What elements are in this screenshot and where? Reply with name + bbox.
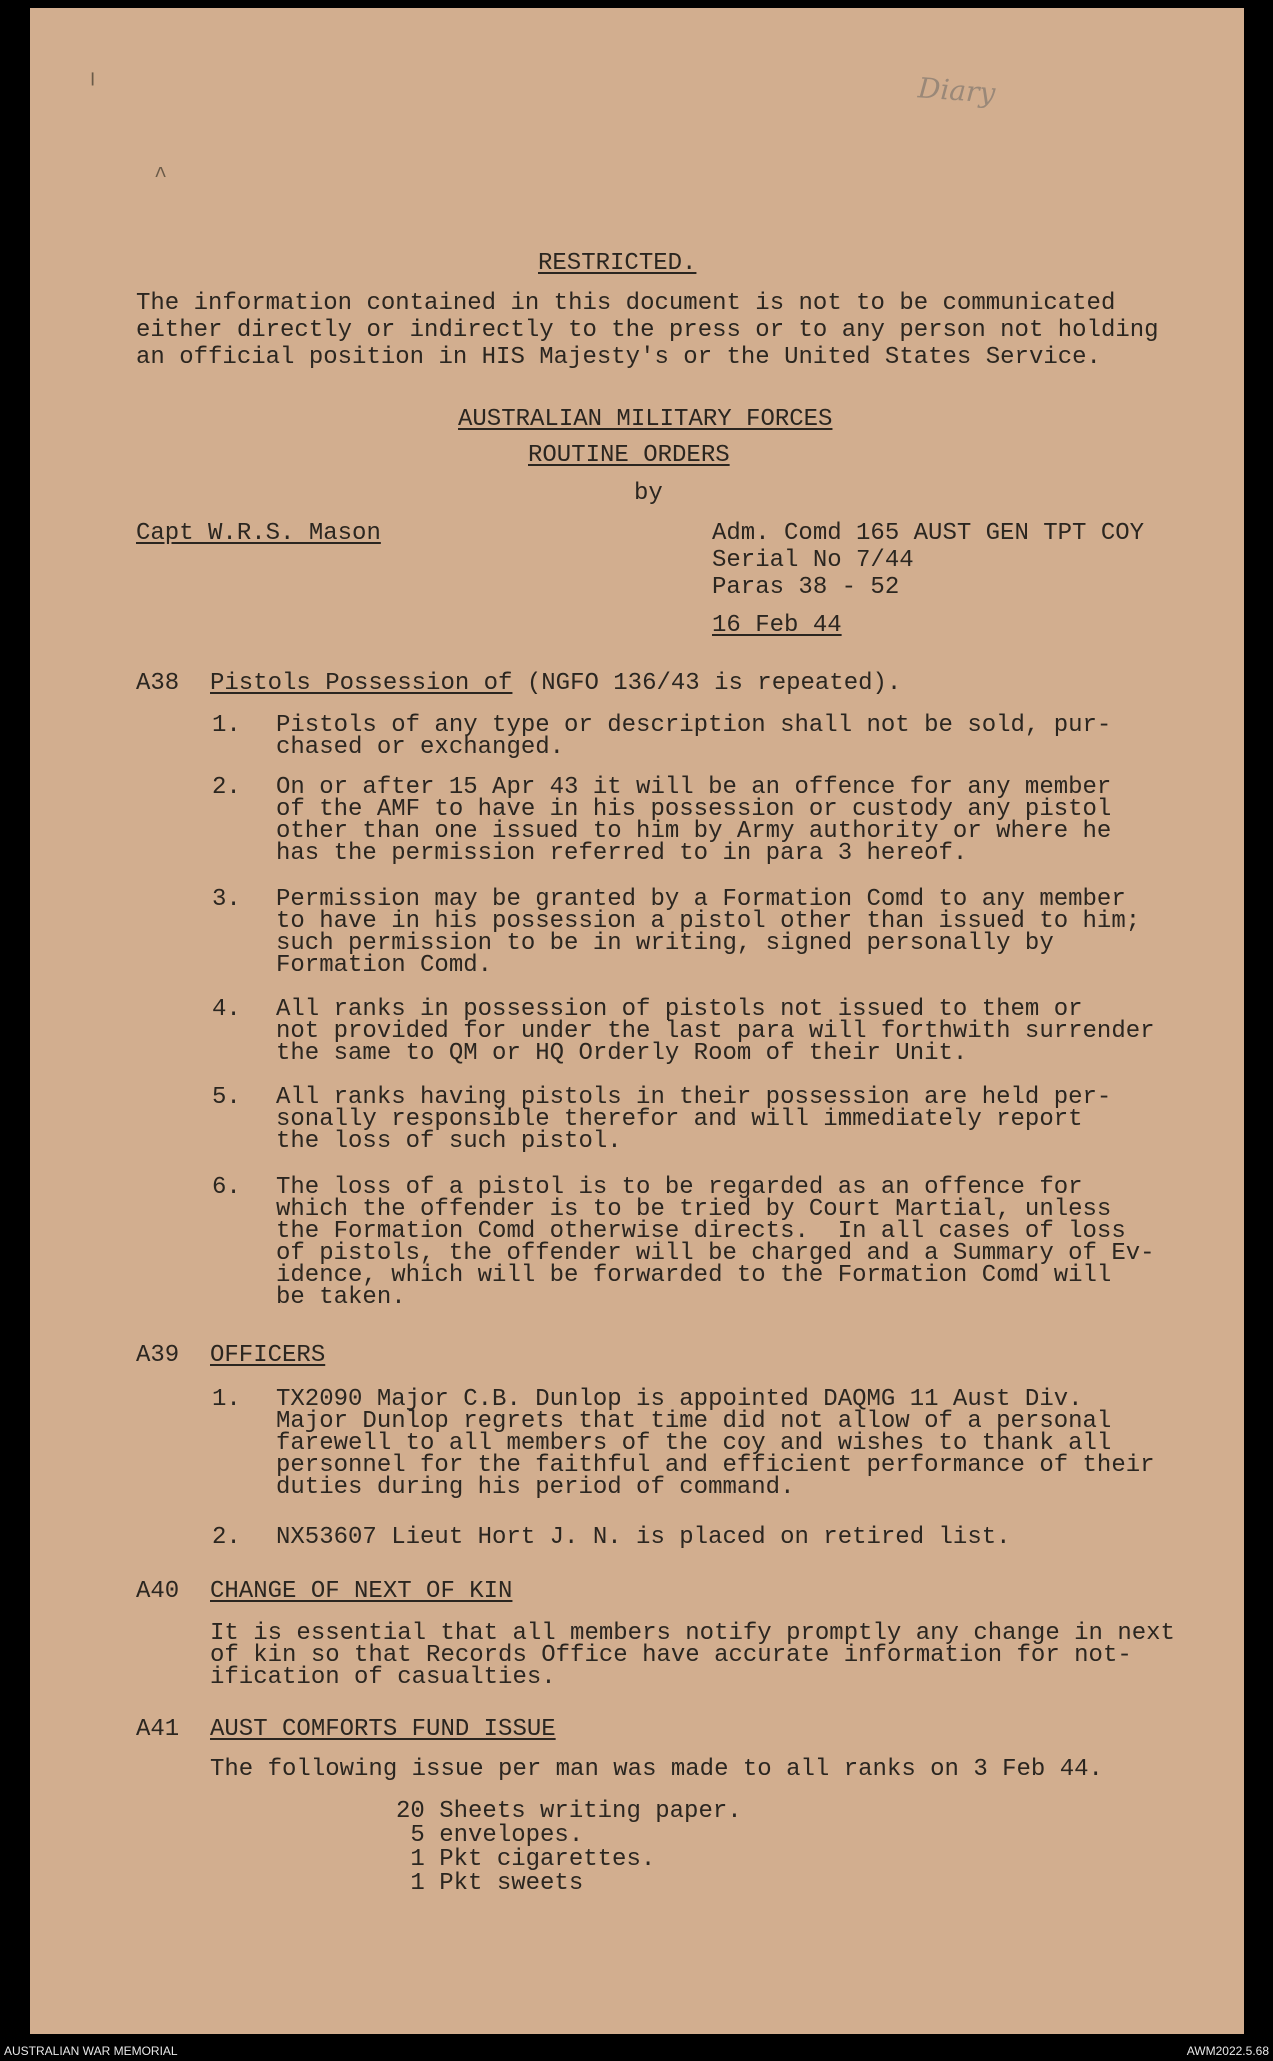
item-line: such permission to be in writing, signed personally by: [276, 930, 1054, 957]
item-number: 4.: [212, 996, 241, 1023]
item-line: the loss of such pistol.: [276, 1128, 622, 1155]
punch-mark: ^: [154, 164, 168, 189]
item-line: On or after 15 Apr 43 it will be an offence for any member: [276, 774, 1112, 801]
document-subtitle: ROUTINE ORDERS: [528, 442, 730, 469]
item-line: other than one issued to him by Army authority or where he: [276, 818, 1112, 845]
item-line: to have in his possession a pistol other than issued to him;: [276, 908, 1141, 935]
item-line: TX2090 Major C.B. Dunlop is appointed DAQMG 11 Aust Div.: [276, 1386, 1083, 1413]
item-line: NX53607 Lieut Hort J. N. is placed on retired list.: [276, 1524, 1011, 1551]
issue-item: 1 Pkt cigarettes.: [396, 1846, 656, 1873]
para-line: ification of casualties.: [210, 1664, 556, 1691]
item-number: 5.: [212, 1084, 241, 1111]
item-number: 2.: [212, 1524, 241, 1551]
para-heading-a39: OFFICERS: [210, 1342, 326, 1369]
item-line: of the AMF to have in his possession or custody any pistol: [276, 796, 1112, 823]
item-line: All ranks having pistols in their possession are held per-: [276, 1084, 1112, 1111]
item-line: be taken.: [276, 1284, 406, 1311]
item-line: personnel for the faithful and efficient performance of their: [276, 1452, 1155, 1479]
para-heading-a40: CHANGE OF NEXT OF KIN: [210, 1578, 513, 1605]
item-line: The loss of a pistol is to be regarded as an offence for: [276, 1174, 1083, 1201]
item-line: All ranks in possession of pistols not issued to them or: [276, 996, 1083, 1023]
issue-item: 20 Sheets writing paper.: [396, 1798, 742, 1825]
issue-intro: The following issue per man was made to all ranks on 3 Feb 44.: [210, 1756, 1103, 1783]
serial-line: Serial No 7/44: [712, 547, 914, 574]
item-line: sonally responsible therefor and will immediately report: [276, 1106, 1083, 1133]
item-line: Major Dunlop regrets that time did not allow of a personal: [276, 1408, 1112, 1435]
item-line: the same to QM or HQ Orderly Room of their Unit.: [276, 1040, 968, 1067]
handwritten-diary-note: Diary: [916, 71, 997, 110]
item-line: of pistols, the offender will be charged and a Summary of Ev-: [276, 1240, 1155, 1267]
document-page: [30, 8, 1244, 2034]
classification-heading: RESTRICTED.: [538, 250, 697, 277]
notice-line-3: an official position in HIS Majesty's or the United States Service.: [136, 344, 1101, 371]
document-title: AUSTRALIAN MILITARY FORCES: [458, 406, 833, 433]
item-line: farewell to all members of the coy and wishes to thank all: [276, 1430, 1112, 1457]
para-number-a39: A39: [136, 1342, 180, 1369]
item-line: chased or exchanged.: [276, 734, 565, 761]
footer-accession-number: AWM2022.5.68: [1186, 2044, 1269, 2058]
item-line: duties during his period of command.: [276, 1474, 795, 1501]
notice-line-2: either directly or indirectly to the press or to any person not holding: [136, 317, 1159, 344]
document-date: 16 Feb 44: [712, 612, 842, 639]
para-line: It is essential that all members notify promptly any change in next: [210, 1620, 1175, 1647]
unit-line: Adm. Comd 165 AUST GEN TPT COY: [712, 520, 1145, 547]
item-line: idence, which will be forwarded to the Formation Comd will: [276, 1262, 1112, 1289]
para-number-a41: A41: [136, 1716, 180, 1743]
punch-mark: ╵: [86, 75, 100, 100]
paras-line: Paras 38 - 52: [712, 574, 900, 601]
item-number: 2.: [212, 774, 241, 801]
item-line: Formation Comd.: [276, 952, 493, 979]
para-heading-a41: AUST COMFORTS FUND ISSUE: [210, 1716, 556, 1743]
notice-line-1: The information contained in this document is not to be communicated: [136, 290, 1116, 317]
item-number: 3.: [212, 886, 241, 913]
para-line: of kin so that Records Office have accurate information for not-: [210, 1642, 1132, 1669]
issue-item: 1 Pkt sweets: [396, 1870, 584, 1897]
item-line: Permission may be granted by a Formation Comd to any member: [276, 886, 1126, 913]
item-number: 6.: [212, 1174, 241, 1201]
para-number-a40: A40: [136, 1578, 180, 1605]
signatory: Capt W.R.S. Mason: [136, 520, 381, 547]
item-line: has the permission referred to in para 3 hereof.: [276, 840, 968, 867]
item-number: 1.: [212, 1386, 241, 1413]
issue-item: 5 envelopes.: [396, 1822, 584, 1849]
item-line: which the offender is to be tried by Court Martial, unless: [276, 1196, 1112, 1223]
item-number: 1.: [212, 712, 241, 739]
footer-credit: AUSTRALIAN WAR MEMORIAL: [4, 2044, 178, 2058]
item-line: Pistols of any type or description shall not be sold, pur-: [276, 712, 1112, 739]
item-line: the Formation Comd otherwise directs. In all cases of loss: [276, 1218, 1126, 1245]
item-line: not provided for under the last para will forthwith surrender: [276, 1018, 1155, 1045]
para-heading-a38: Pistols Possession of (NGFO 136/43 is repeated).: [210, 670, 902, 697]
para-number-a38: A38: [136, 670, 180, 697]
by-label: by: [634, 480, 663, 507]
